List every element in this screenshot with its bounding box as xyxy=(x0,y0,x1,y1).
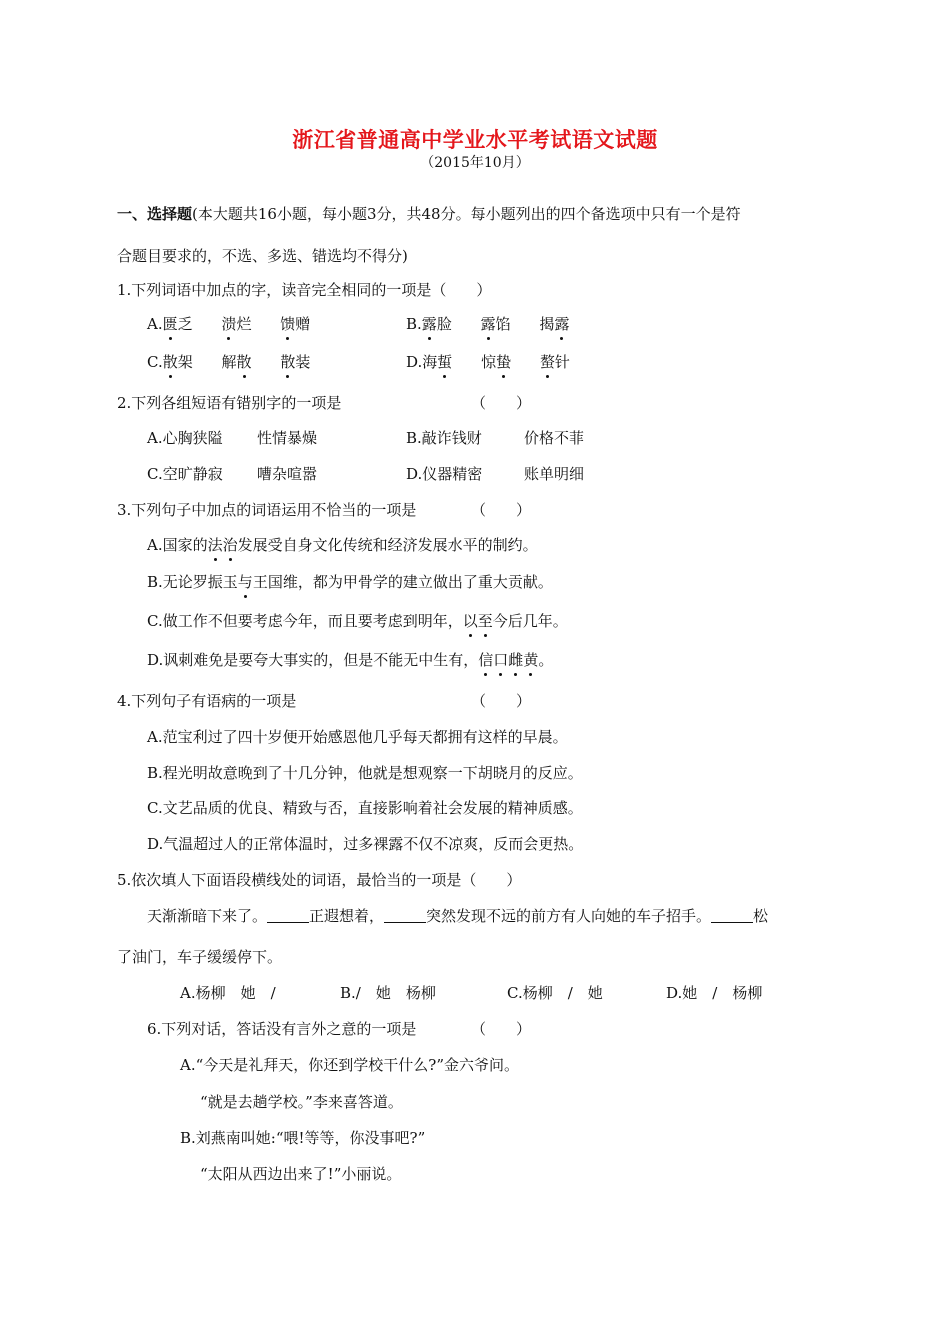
section-header xyxy=(117,204,741,224)
q3-option-b: B.无论罗振玉与王国维，都为甲骨学的建立做出了重大贡献。 xyxy=(147,573,553,591)
exam-title: 浙江省普通高中学业水平考试语文试题 xyxy=(292,127,658,152)
section-desc-1: (本大题共16小题，每小题3分，共48分。每小题列出的四个备选项中只有一个是符 xyxy=(192,205,741,223)
q1-option-a: A.匮乏 溃烂 馈赠 xyxy=(147,315,311,333)
question-5-stem: 5.依次填人下面语段横线处的词语，最恰当的一项是（ ） xyxy=(117,871,522,889)
q1-option-d: D.海蜇 惊蛰 螯针 xyxy=(406,353,570,371)
q5-option-b: B./ 她 杨柳 xyxy=(340,984,436,1002)
q6-option-a-1: A.“今天是礼拜天，你还到学校干什么?”金六爷问。 xyxy=(180,1056,519,1074)
q1-option-c: C.散架 解散 散装 xyxy=(147,353,311,371)
q6-option-a-2: “就是去趟学校。”李来喜答道。 xyxy=(200,1093,403,1111)
q2-option-b2: 价格不菲 xyxy=(524,429,585,447)
blank-2 xyxy=(384,908,426,923)
question-4-stem: 4.下列句子有语病的一项是 xyxy=(117,692,297,710)
q2-option-d2: 账单明细 xyxy=(524,465,585,483)
question-6-stem: 6.下列对话，答话没有言外之意的一项是 xyxy=(147,1020,417,1038)
question-2-paren: （ ） xyxy=(471,394,532,412)
q4-option-b: B.程光明故意晚到了十几分钟，他就是想观察一下胡晓月的反应。 xyxy=(147,764,583,782)
q4-option-a: A.范宝利过了四十岁便开始感恩他几乎每天都拥有这样的早晨。 xyxy=(147,728,568,746)
q5-option-c: C.杨柳 / 她 xyxy=(507,984,603,1002)
question-3-stem: 3.下列句子中加点的词语运用不恰当的一项是 xyxy=(117,501,417,519)
q5-option-d: D.她 / 杨柳 xyxy=(666,984,763,1002)
blank-3 xyxy=(711,908,753,923)
section-desc-2: 合题目要求的，不选、多选、错选均不得分) xyxy=(117,247,408,265)
q2-option-d1: D.仪器精密 xyxy=(406,465,483,483)
blank-1 xyxy=(267,908,309,923)
q4-option-c: C.文艺品质的优良、精致与否，直接影响着社会发展的精神质感。 xyxy=(147,799,583,817)
section-title: 一、选择题 xyxy=(117,205,193,223)
q1-option-b: B.露脸 露馅 揭露 xyxy=(406,315,570,333)
q2-option-a1: A.心胸狭隘 xyxy=(147,429,223,447)
question-1-stem: 1.下列词语中加点的字，读音完全相同的一项是（ ） xyxy=(117,281,492,299)
q3-option-c: C.做工作不但要考虑今年，而且要考虑到明年，以至今后几年。 xyxy=(147,612,568,630)
q5-passage-line-2: 了油门，车子缓缓停下。 xyxy=(117,948,283,966)
q3-option-d: D.讽刺难免是要夸大事实的，但是不能无中生有，信口雌黄。 xyxy=(147,651,554,669)
question-2-stem: 2.下列各组短语有错别字的一项是 xyxy=(117,394,342,412)
q2-option-c1: C.空旷静寂 xyxy=(147,465,223,483)
q5-option-a: A.杨柳 她 / xyxy=(180,984,276,1002)
question-6-paren: （ ） xyxy=(471,1020,532,1038)
q4-option-d: D.气温超过人的正常体温时，过多裸露不仅不凉爽，反而会更热。 xyxy=(147,835,584,853)
question-4-paren: （ ） xyxy=(471,692,532,710)
q3-option-a: A.国家的法治发展受自身文化传统和经济发展水平的制约。 xyxy=(147,536,538,554)
exam-date: （2015年10月） xyxy=(420,155,530,171)
question-3-paren: （ ） xyxy=(471,501,532,519)
q6-option-b-1: B.刘燕南叫她:“喂!等等，你没事吧?” xyxy=(180,1129,426,1147)
q2-option-c2: 嘈杂喧嚣 xyxy=(257,465,318,483)
q2-option-a2: 性情暴燥 xyxy=(257,429,318,447)
q6-option-b-2: “太阳从西边出来了!”小丽说。 xyxy=(200,1165,402,1183)
q2-option-b1: B.敲诈钱财 xyxy=(406,429,482,447)
q5-passage-line-1: 天渐渐暗下来了。 正遐想着， 突然发现不远的前方有人向她的车子招手。 松 xyxy=(147,907,769,925)
